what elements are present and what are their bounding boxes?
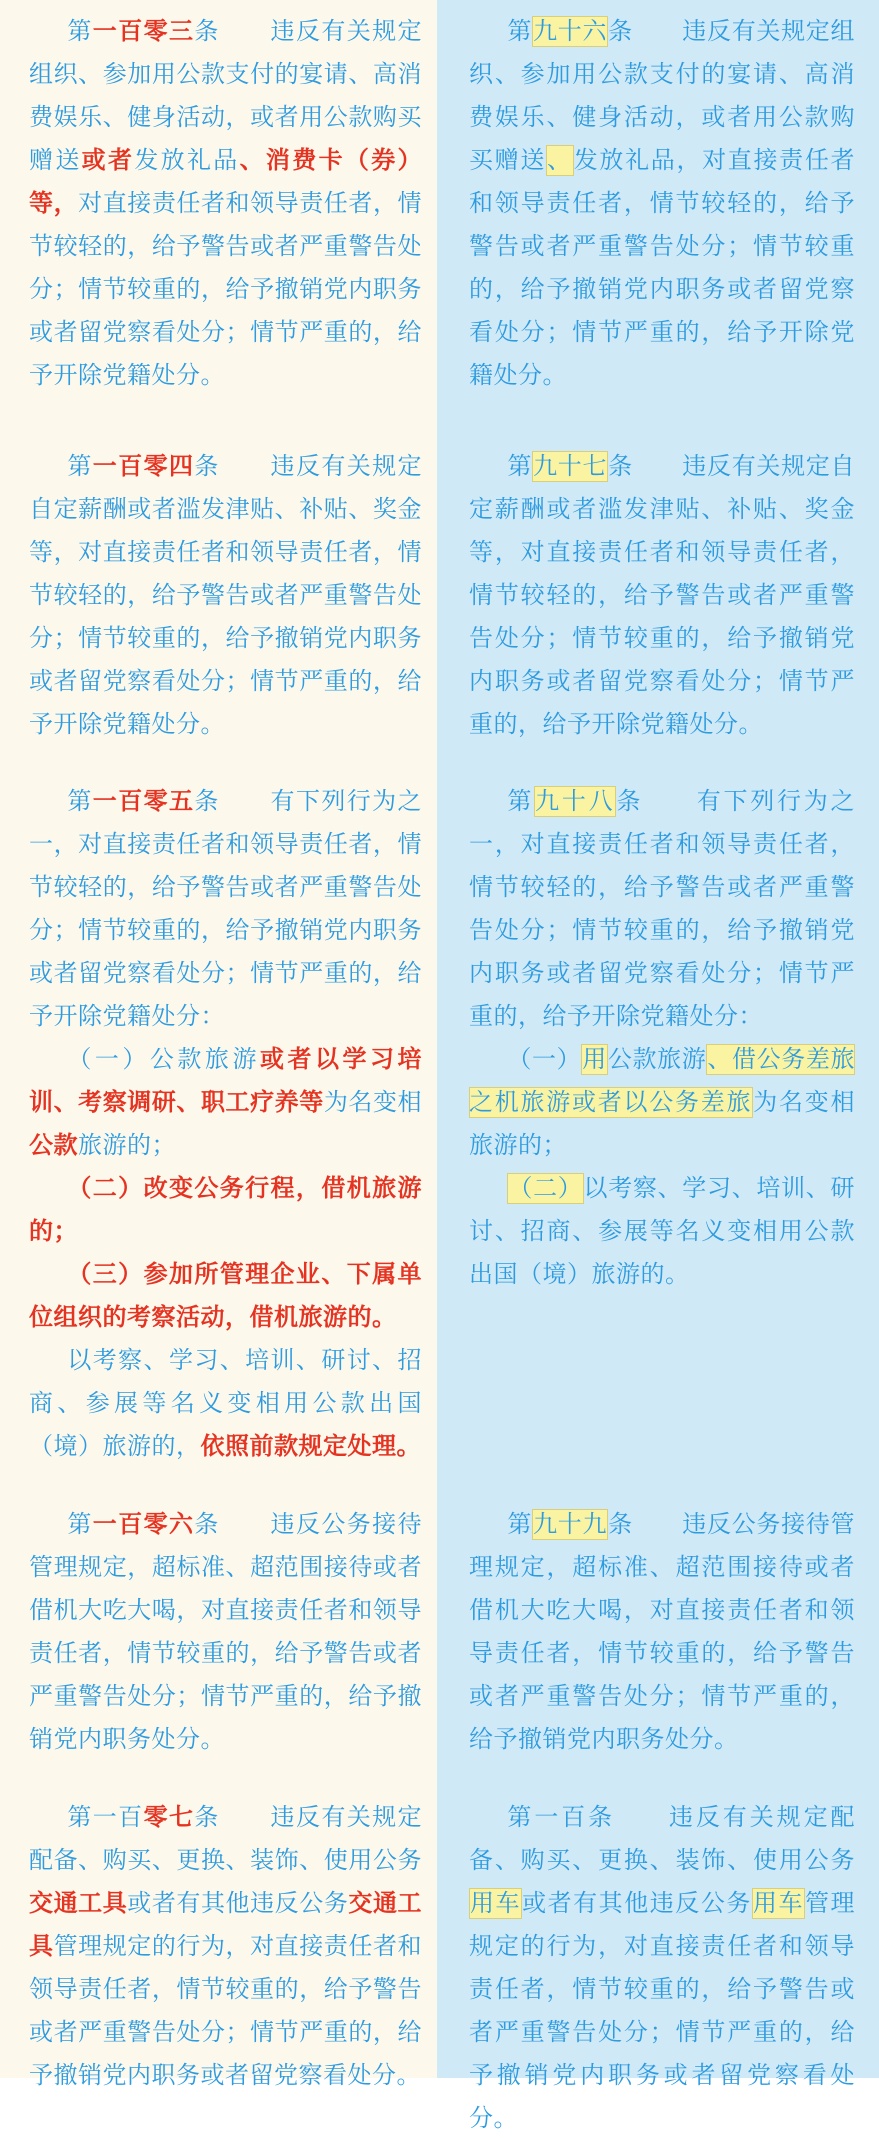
- body-text: 公款旅游: [607, 1046, 707, 1073]
- paragraph: [29, 445, 422, 746]
- body-text: 发放礼品，对直接责任者和领导责任者，情节较轻的，给予警告或者严重警告处分；情节较重的，给予撤销党内职务或者留党察看处分；情节严重的，给予开除党籍处分。: [469, 147, 856, 389]
- revised-text: 交通工具: [29, 1890, 128, 1917]
- body-text: （一）公款旅游: [67, 1046, 260, 1073]
- revised-text: （二）改变公务行程，借机旅游的；: [29, 1175, 422, 1245]
- revised-text: 一百零六: [92, 1511, 195, 1538]
- highlighted-text: （二）: [508, 1175, 583, 1202]
- paragraph: [469, 445, 855, 746]
- paragraph: [469, 1167, 855, 1296]
- body-text: 第: [67, 788, 93, 815]
- paragraph: [29, 1253, 422, 1339]
- highlighted-text: 九十六: [533, 18, 608, 45]
- body-text: 或者有其他违反公务: [127, 1890, 349, 1917]
- paragraph: [469, 780, 855, 1038]
- highlighted-text: 、借公务差旅之机旅游或者以公务差旅: [469, 1046, 856, 1116]
- paragraph: [29, 1038, 422, 1167]
- revised-text: 零七: [143, 1804, 195, 1831]
- body-text: 管理规定的行为，对直接责任者和领导责任者，情节较重的，给予警告或者严重警告处分；情节严重的，给予撤销党内职务或者留党察看处分。: [469, 1890, 856, 2132]
- paragraph: [29, 1167, 422, 1253]
- article-103: [29, 10, 422, 397]
- body-text: 第: [507, 1511, 533, 1538]
- paragraph: [29, 1796, 422, 2097]
- revised-text: 一百零三: [92, 18, 195, 45]
- body-text: 第: [507, 788, 535, 815]
- paragraph: [469, 1796, 855, 2140]
- paragraph: [29, 780, 422, 1038]
- body-text: 条 有下列行为之一，对直接责任者和领导责任者，情节较轻的，给予警告或者严重警告处分；情节较重的，给予撤销党内职务或者留党察看处分；情节严重的，给予开除党籍处分：: [469, 788, 856, 1030]
- revised-text: 交通工具: [29, 1890, 423, 1960]
- highlighted-text: 用车: [752, 1890, 804, 1917]
- article-96: [469, 10, 855, 397]
- article-105: [29, 780, 422, 1468]
- revised-text: 一百零四: [92, 453, 195, 480]
- body-text: 为名变相旅游的；: [469, 1089, 855, 1159]
- body-text: 旅游的；: [78, 1132, 176, 1159]
- highlighted-text: 用: [582, 1046, 607, 1073]
- body-text: 条 有下列行为之一，对直接责任者和领导责任者，情节较轻的，给予警告或者严重警告处分；情节较重的，给予撤销党内职务或者留党察看处分；情节严重的，给予开除党籍处分：: [29, 788, 423, 1030]
- body-text: 或者有其他违反公务: [522, 1890, 752, 1917]
- article-98: [469, 780, 855, 1296]
- body-text: 条 违反有关规定自定薪酬或者滥发津贴、补贴、奖金等，对直接责任者和领导责任者，情节较轻的，给予警告或者严重警告处分；情节较重的，给予撤销党内职务或者留党察看处分；情节严重的，给予开除党籍处分。: [29, 453, 423, 738]
- article-97: [469, 445, 855, 746]
- body-text: 第一百: [67, 1804, 144, 1831]
- paragraph: [29, 10, 422, 397]
- paragraph: [469, 1503, 855, 1761]
- body-text: 第一百条 违反有关规定配备、购买、更换、装饰、使用公务: [469, 1804, 855, 1874]
- article-100: [469, 1796, 855, 2140]
- body-text: 条 违反公务接待管理规定，超标准、超范围接待或者借机大吃大喝，对直接责任者和领导责任者，情节较重的，给予警告或者严重警告处分；情节严重的，给予撤销党内职务处分。: [469, 1511, 856, 1753]
- article-99: [469, 1503, 855, 1761]
- body-text: 条 违反有关规定配备、购买、更换、装饰、使用公务: [29, 1804, 423, 1874]
- paragraph: [469, 1038, 855, 1167]
- body-text: 第: [507, 453, 533, 480]
- body-text: 条 违反有关规定组织、参加用公款支付的宴请、高消费娱乐、健身活动，或者用公款购买赠送: [29, 18, 423, 174]
- paragraph: [29, 1339, 422, 1468]
- revised-text: 、消费卡（券）等，: [29, 147, 423, 217]
- article-104: [29, 445, 422, 746]
- revised-text: 或者: [81, 147, 135, 174]
- revised-text: 公款: [29, 1132, 78, 1159]
- body-text: 第: [507, 18, 533, 45]
- paragraph: [29, 1503, 422, 1761]
- body-text: 条 违反公务接待管理规定，超标准、超范围接待或者借机大吃大喝，对直接责任者和领导责任者，情节较重的，给予警告或者严重警告处分；情节严重的，给予撤销党内职务处分。: [29, 1511, 423, 1753]
- body-text: 以考察、学习、培训、研讨、招商、参展等名义变相用公款出国（境）旅游的。: [469, 1175, 856, 1288]
- body-text: 第: [67, 18, 93, 45]
- highlighted-text: 九十九: [533, 1511, 608, 1538]
- body-text: 第: [67, 453, 93, 480]
- highlighted-text: 九十七: [533, 453, 608, 480]
- body-text: 管理规定的行为，对直接责任者和领导责任者，情节较重的，给予警告或者严重警告处分；情节严重的，给予撤销党内职务或者留党察看处分。: [29, 1933, 423, 2089]
- column-old-regulation: [437, 0, 879, 2132]
- column-new-regulation: [0, 0, 437, 2089]
- revised-text: 依照前款规定处理。: [200, 1433, 421, 1460]
- body-text: （一）: [507, 1046, 582, 1073]
- body-text: 条 违反有关规定自定薪酬或者滥发津贴、补贴、奖金等，对直接责任者和领导责任者，情节较轻的，给予警告或者严重警告处分；情节较重的，给予撤销党内职务或者留党察看处分；情节严重的，给予开除党籍处分。: [469, 453, 856, 738]
- highlighted-text: 九十八: [535, 788, 616, 815]
- body-text: 条 违反有关规定组织、参加用公款支付的宴请、高消费娱乐、健身活动，或者用公款购买赠送: [469, 18, 856, 174]
- highlighted-text: 、: [547, 147, 573, 174]
- highlighted-text: 用车: [470, 1890, 522, 1917]
- body-text: 发放礼品: [134, 147, 240, 174]
- body-text: 对直接责任者和领导责任者，情节较轻的，给予警告或者严重警告处分；情节较重的，给予撤销党内职务或者留党察看处分；情节严重的，给予开除党籍处分。: [29, 190, 423, 389]
- body-text: 为名变相: [323, 1089, 423, 1116]
- article-106: [29, 1503, 422, 1761]
- revised-text: （三）参加所管理企业、下属单位组织的考察活动，借机旅游的。: [29, 1261, 422, 1331]
- body-text: 第: [67, 1511, 93, 1538]
- body-text: 以考察、学习、培训、研讨、招商、参展等名义变相用公款出国（境）旅游的，: [29, 1347, 422, 1460]
- revised-text: 一百零五: [92, 788, 195, 815]
- article-107: [29, 1796, 422, 2097]
- paragraph: [469, 10, 855, 397]
- revised-text: 或者以学习培训、考察调研、职工疗养等: [29, 1046, 423, 1116]
